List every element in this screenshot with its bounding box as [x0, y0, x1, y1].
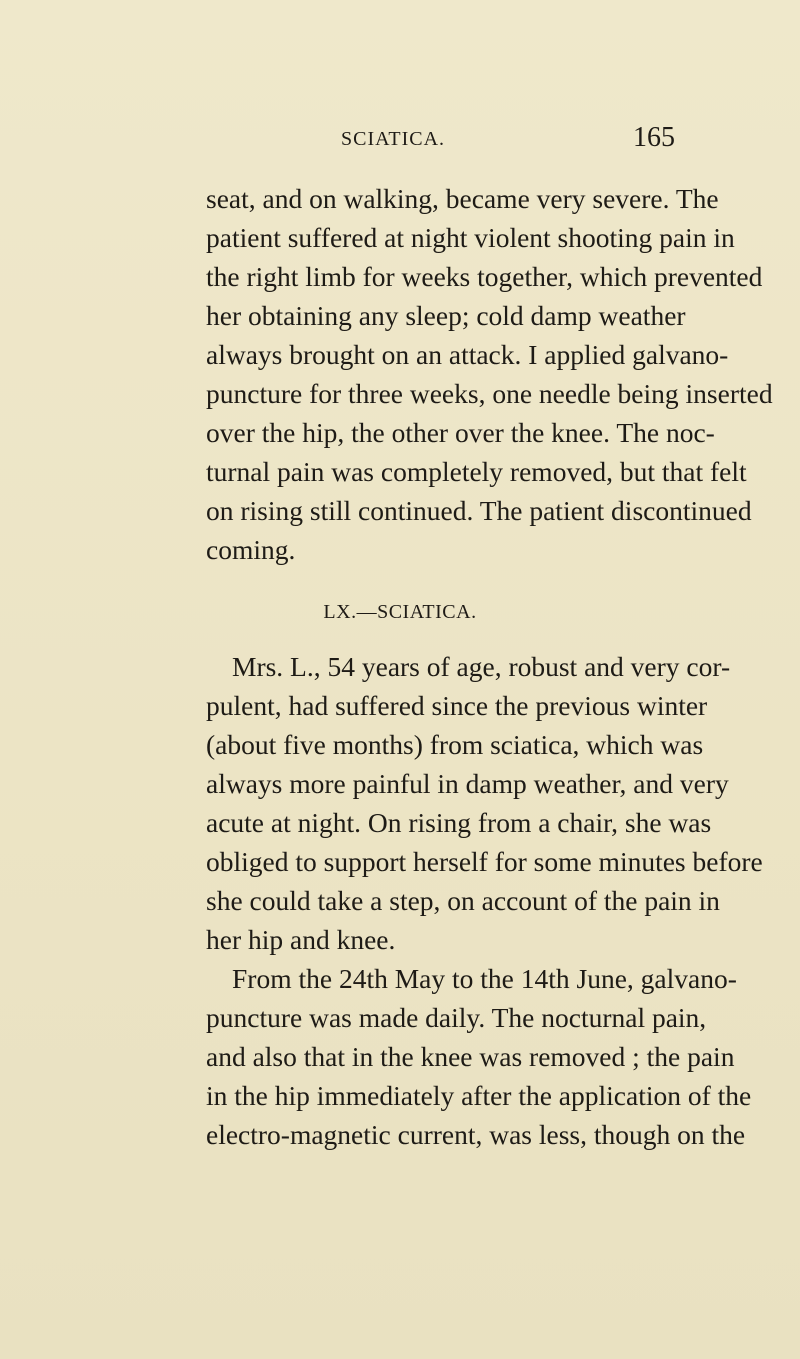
text-line: her obtaining any sleep; cold damp weather — [206, 300, 686, 331]
text-line: on rising still continued. The patient discontinued — [206, 495, 752, 526]
text-line: the right limb for weeks together, which prevented — [206, 261, 763, 292]
text-line: Mrs. L., 54 years of age, robust and very cor- — [232, 651, 731, 682]
text-line: coming. — [206, 534, 296, 565]
text-line: over the hip, the other over the knee. The noc- — [206, 417, 715, 448]
text-line: her hip and knee. — [206, 924, 396, 955]
text-line: in the hip immediately after the application of the — [206, 1080, 752, 1111]
text-line: acute at night. On rising from a chair, she was — [206, 807, 712, 838]
text-line: always more painful in damp weather, and very — [206, 768, 729, 799]
text-line: obliged to support herself for some minutes before — [206, 846, 763, 877]
running-title: SCIATICA. — [341, 128, 446, 150]
text-line: seat, and on walking, became very severe. The — [206, 183, 719, 214]
text-line: (about five months) from sciatica, which was — [206, 729, 704, 760]
page-number: 165 — [633, 122, 675, 153]
text-line: she could take a step, on account of the pain in — [206, 885, 720, 916]
running-head — [0, 122, 800, 162]
text-line: From the 24th May to the 14th June, galvano- — [232, 963, 737, 994]
text-line: electro-magnetic current, was less, though on the — [206, 1119, 746, 1150]
text-line: and also that in the knee was removed ; the pain — [206, 1041, 735, 1072]
text-line: always brought on an attack. I applied galvano- — [206, 339, 729, 370]
text-line: patient suffered at night violent shooting pain in — [206, 222, 735, 253]
text-line: turnal pain was completely removed, but that felt — [206, 456, 747, 487]
section-heading: LX.—SCIATICA. — [323, 601, 477, 623]
text-line: puncture for three weeks, one needle being inserted — [206, 378, 773, 409]
text-line: puncture was made daily. The nocturnal pain, — [206, 1002, 707, 1033]
text-line: pulent, had suffered since the previous winter — [206, 690, 708, 721]
